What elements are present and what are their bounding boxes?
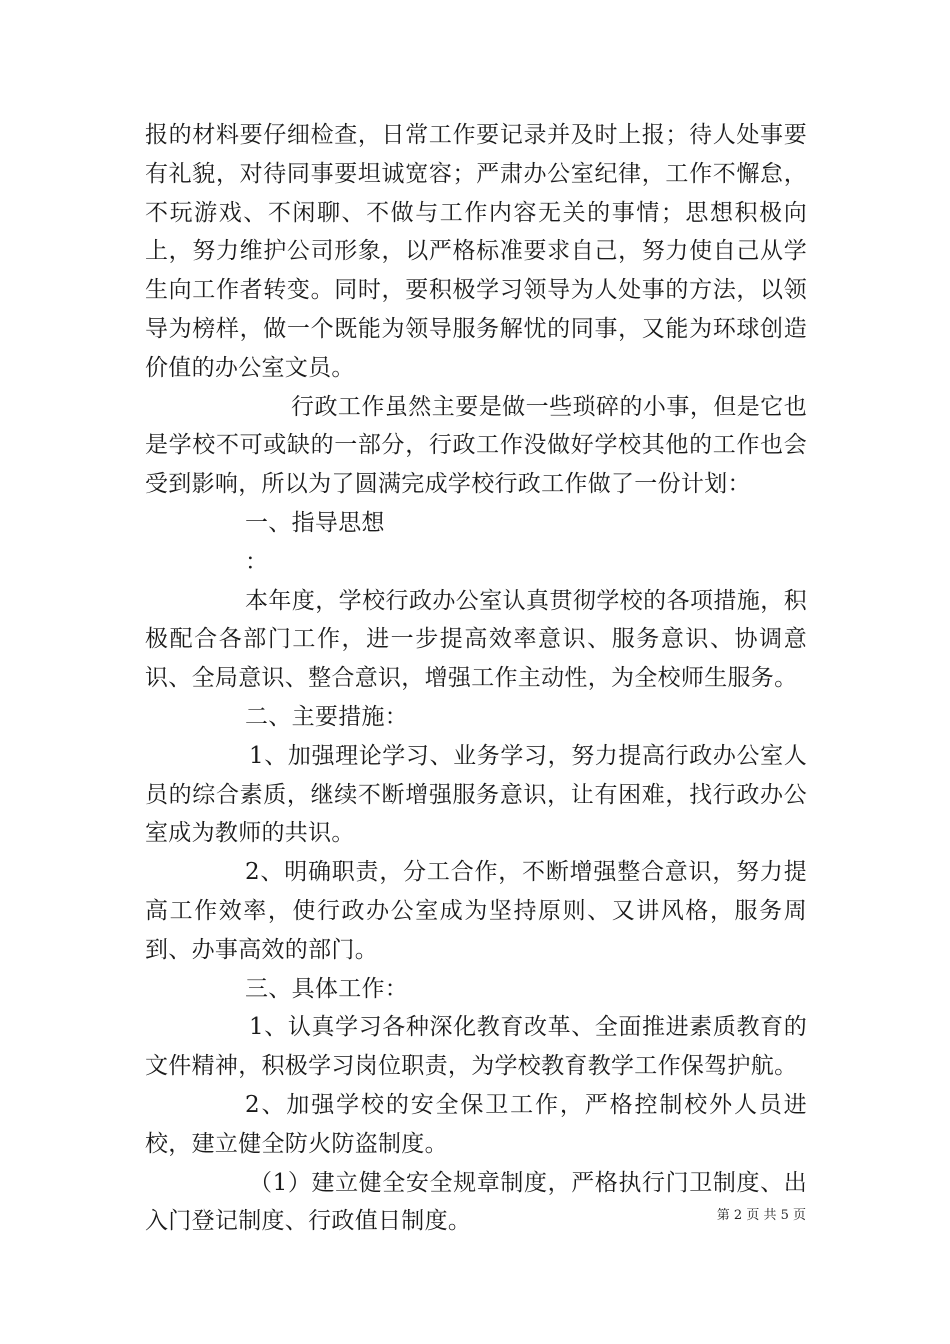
paragraph-measure-1: 1、加强理论学习、业务学习，努力提高行政办公室人员的综合素质，继续不断增强服务意识，让有困难，找行政办公室成为教师的共识。 <box>145 742 807 847</box>
paragraph-guiding-idea: 本年度，学校行政办公室认真贯彻学校的各项措施，积极配合各部门工作，进一步提高效率意识、服务意识、协调意识、全局意识、整合意识，增强工作主动性，为全校师生服务。 <box>145 587 807 692</box>
page-number-footer: 第 2 页 共 5 页 <box>716 1208 806 1223</box>
colon-line: ： <box>245 548 269 575</box>
paragraph-intro: 行政工作虽然主要是做一些琐碎的小事，但是它也是学校不可或缺的一部分，行政工作没做好学校其他的工作也会受到影响，所以为了圆满完成学校行政工作做了一份计划： <box>145 393 807 498</box>
heading-guiding-idea: 一、指导思想 <box>245 509 385 536</box>
document-body <box>145 116 807 1241</box>
paragraph-work-1: 1、认真学习各种深化教育改革、全面推进素质教育的文件精神，积极学习岗位职责，为学校教育教学工作保驾护航。 <box>145 1014 807 1080</box>
paragraph-continued: 报的材料要仔细检查，日常工作要记录并及时上报；待人处事要有礼貌，对待同事要坦诚宽容；严肃办公室纪律，工作不懈怠，不玩游戏、不闲聊、不做与工作内容无关的事情；思想积极向上，努力维护公司形象，以严格标准要求自己，努力使自己从学生向工作者转变。同时，要积极学习领导为人处事的方法，以领导为榜样，做一个既能为领导服务解忧的同事，又能为环球创造价值的办公室文员。 <box>145 122 807 381</box>
paragraph-measure-2: 2、明确职责，分工合作，不断增强整合意识，努力提高工作效率，使行政办公室成为坚持原则、又讲风格，服务周到、办事高效的部门。 <box>145 859 807 963</box>
paragraph-work-2: 2、加强学校的安全保卫工作，严格控制校外人员进校，建立健全防火防盗制度。 <box>145 1091 807 1157</box>
paragraph-work-2-1: （1）建立健全安全规章制度，严格执行门卫制度、出入门登记制度、行政值日制度。 <box>145 1169 807 1235</box>
heading-main-measures: 二、主要措施： <box>245 703 409 730</box>
heading-specific-work: 三、具体工作： <box>245 975 409 1002</box>
